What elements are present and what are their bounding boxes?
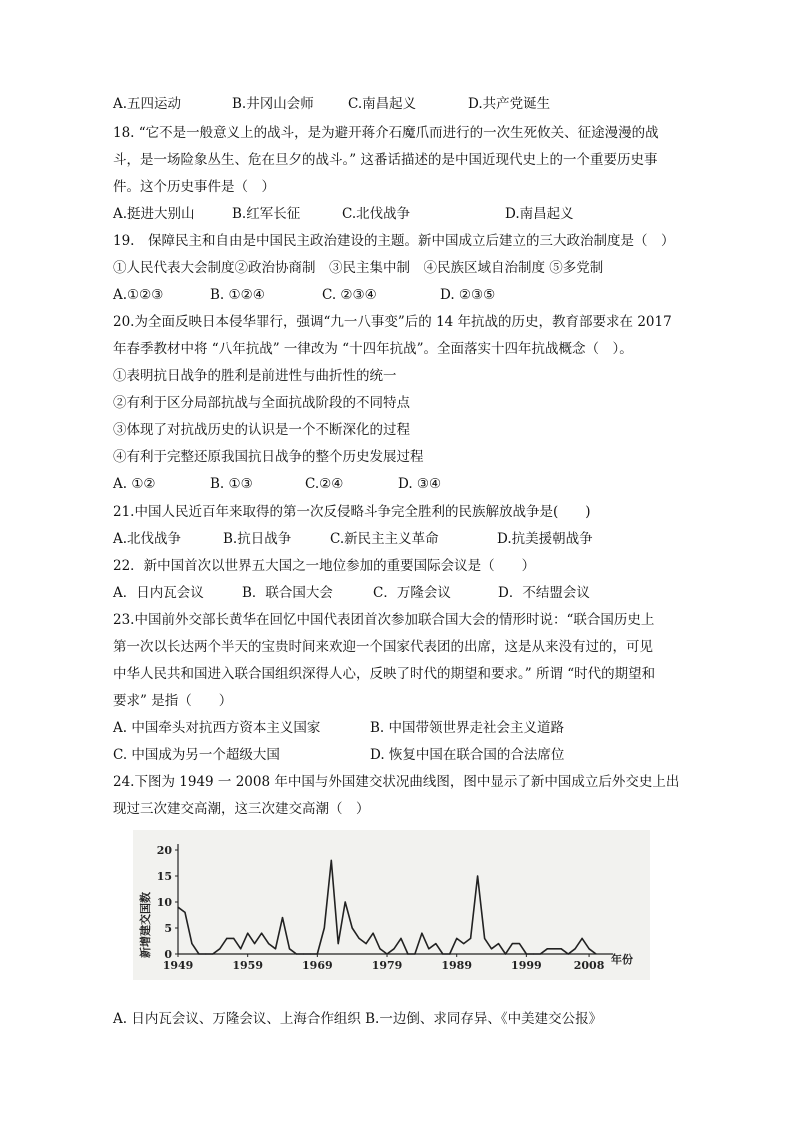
q19-option-d: D. ②③⑤ bbox=[440, 287, 496, 303]
q22-stem-line: 22．新中国首次以世界五大国之一地位参加的重要国际会议是（ ） bbox=[113, 558, 536, 574]
data-point bbox=[428, 948, 429, 949]
q18-stem-line: 斗，是一场险象丛生、危在旦夕的战斗。” 这番话描述的是中国近现代史上的一个重要历史事 bbox=[113, 152, 658, 168]
data-point bbox=[233, 938, 234, 939]
data-point bbox=[226, 938, 227, 939]
q20-stem-line: 年春季教材中将 “八年抗战” 一律改为 “十四年抗战”。全面落实十四年抗战概念（ ）。 bbox=[113, 341, 633, 357]
q23-stem-line: 要求” 是指（ ） bbox=[113, 693, 233, 709]
data-point bbox=[386, 953, 387, 954]
data-point bbox=[463, 943, 464, 944]
x-tick-label: 1989 bbox=[441, 959, 473, 972]
q24-stem-line: 现过三次建交高潮，这三次建交高潮（ ） bbox=[113, 801, 370, 817]
q24-stem-line: 24.下图为 1949 一 2008 年中国与外国建交状况曲线图，图中显示了新中国成立后外交史上出 bbox=[113, 774, 680, 790]
data-point bbox=[317, 953, 318, 954]
q19-option-a: A.①②③ bbox=[113, 287, 164, 303]
q20-statement: ③体现了对抗战历史的认识是一个不断深化的过程 bbox=[113, 422, 410, 438]
chart-background bbox=[133, 830, 650, 980]
data-point bbox=[261, 933, 262, 934]
q18-option-a: A.挺进大别山 bbox=[113, 206, 195, 222]
diplomatic-relations-chart bbox=[133, 830, 650, 980]
q17-option-b: B.井冈山会师 bbox=[232, 96, 314, 112]
q23-option-c: C. 中国成为另一个超级大国 bbox=[113, 747, 280, 763]
y-tick-label: 20 bbox=[156, 844, 172, 857]
data-point bbox=[303, 953, 304, 954]
data-point bbox=[282, 917, 283, 918]
q21-option-d: D.抗美援朝战争 bbox=[497, 531, 593, 547]
data-point bbox=[477, 875, 478, 876]
q20-statement: ②有利于区分局部抗战与全面抗战阶段的不同特点 bbox=[113, 395, 410, 411]
q21-stem-line: 21.中国人民近百年来取得的第一次反侵略斗争完全胜利的民族解放战争是( ) bbox=[113, 504, 591, 520]
data-point bbox=[547, 948, 548, 949]
q18-option-b: B.红军长征 bbox=[232, 206, 301, 222]
data-point bbox=[198, 953, 199, 954]
data-point bbox=[554, 948, 555, 949]
data-point bbox=[247, 933, 248, 934]
q19-option-b: B. ①②④ bbox=[210, 287, 265, 303]
q23-stem-line: 第一次以长达两个半天的宝贵时间来欢迎一个国家代表团的出席，这是从来没有过的，可见 bbox=[113, 639, 653, 655]
q18-stem-line: 18. “它不是一般意义上的战斗，是为避开蒋介石魔爪而进行的一次生死攸关、征途漫漫的战 bbox=[113, 125, 659, 141]
q21-option-a: A.北伐战争 bbox=[113, 531, 182, 547]
chart-xlabel: 年份 bbox=[611, 953, 633, 966]
q22-option-d: D．不结盟会议 bbox=[498, 585, 590, 601]
data-point bbox=[324, 927, 325, 928]
data-point bbox=[435, 943, 436, 944]
data-point bbox=[512, 943, 513, 944]
chart-ylabel: 新增建交国数 bbox=[139, 892, 152, 958]
data-point bbox=[275, 948, 276, 949]
q22-option-b: B．联合国大会 bbox=[242, 585, 333, 601]
q21-option-b: B.抗日战争 bbox=[223, 531, 292, 547]
data-point bbox=[519, 943, 520, 944]
q17-option-a: A.五四运动 bbox=[113, 96, 182, 112]
data-point bbox=[331, 860, 332, 861]
q23-stem-line: 23.中国前外交部长黄华在回忆中国代表团首次参加联合国大会的情形时说：“联合国历史上 bbox=[113, 612, 655, 628]
data-point bbox=[191, 943, 192, 944]
x-tick-label: 1999 bbox=[511, 959, 542, 972]
q19-stem-line: 19. 保障民主和自由是中国民主政治建设的主题。新中国成立后建立的三大政治制度是（ ） bbox=[113, 233, 675, 249]
data-point bbox=[212, 953, 213, 954]
data-point bbox=[588, 948, 589, 949]
q20-option-d: D. ③④ bbox=[398, 476, 442, 492]
q23-stem-line: 中华人民共和国进入联合国组织深得人心，反映了时代的期望和要求。” 所谓 “时代的期望和 bbox=[113, 666, 656, 682]
q18-stem-line: 件。这个历史事件是（ ） bbox=[113, 179, 275, 195]
x-tick-label: 1969 bbox=[302, 959, 333, 972]
y-tick-label: 15 bbox=[156, 870, 172, 883]
q20-stem-line: 20.为全面反映日本侵华罪行，强调“九一八事变”后的 14 年抗战的历史，教育部要求在 2017 bbox=[113, 314, 672, 330]
data-point bbox=[338, 943, 339, 944]
data-point bbox=[366, 943, 367, 944]
q22-option-a: A．日内瓦会议 bbox=[113, 585, 204, 601]
q23-option-b: B. 中国带领世界走社会主义道路 bbox=[370, 720, 565, 736]
q21-option-c: C.新民主主义革命 bbox=[330, 531, 439, 547]
data-point bbox=[575, 948, 576, 949]
q20-option-c: C.②④ bbox=[305, 476, 344, 492]
q18-option-d: D.南昌起义 bbox=[505, 206, 574, 222]
data-point bbox=[345, 901, 346, 902]
data-point bbox=[491, 948, 492, 949]
data-point bbox=[205, 953, 206, 954]
q17-option-c: C.南昌起义 bbox=[348, 96, 417, 112]
q19-option-c: C. ②③④ bbox=[322, 287, 377, 303]
data-point bbox=[372, 933, 373, 934]
data-point bbox=[498, 943, 499, 944]
data-point bbox=[540, 953, 541, 954]
data-point bbox=[581, 938, 582, 939]
data-point bbox=[400, 938, 401, 939]
q20-option-b: B. ①③ bbox=[210, 476, 253, 492]
y-tick-label: 5 bbox=[164, 922, 172, 935]
q20-option-a: A. ①② bbox=[113, 476, 156, 492]
data-point bbox=[442, 953, 443, 954]
data-point bbox=[526, 953, 527, 954]
data-point bbox=[421, 933, 422, 934]
x-tick-label: 1959 bbox=[232, 959, 263, 972]
data-point bbox=[268, 943, 269, 944]
data-point bbox=[393, 948, 394, 949]
data-point bbox=[456, 938, 457, 939]
x-tick-label: 2008 bbox=[573, 959, 605, 972]
data-point bbox=[184, 912, 185, 913]
data-point bbox=[561, 948, 562, 949]
q23-option-d: D. 恢复中国在联合国的合法席位 bbox=[370, 747, 565, 763]
data-point bbox=[359, 938, 360, 939]
q20-statement: ①表明抗日战争的胜利是前进性与曲折性的统一 bbox=[113, 368, 397, 384]
data-point bbox=[414, 953, 415, 954]
q19-stem-line: ①人民代表大会制度②政治协商制 ③民主集中制 ④民族区域自治制度 ⑤多党制 bbox=[113, 260, 604, 276]
data-point bbox=[240, 948, 241, 949]
data-point bbox=[379, 948, 380, 949]
q18-option-c: C.北伐战争 bbox=[342, 206, 411, 222]
data-point bbox=[470, 938, 471, 939]
data-point bbox=[296, 953, 297, 954]
q20-statement: ④有利于完整还原我国抗日战争的整个历史发展过程 bbox=[113, 449, 424, 465]
data-point bbox=[595, 953, 596, 954]
data-point bbox=[407, 953, 408, 954]
data-point bbox=[254, 943, 255, 944]
y-tick-label: 10 bbox=[156, 896, 172, 909]
q17-option-d: D.共产党诞生 bbox=[468, 96, 551, 112]
data-point bbox=[310, 953, 311, 954]
data-point bbox=[533, 953, 534, 954]
x-tick-label: 1979 bbox=[371, 959, 403, 972]
data-point bbox=[219, 948, 220, 949]
data-point bbox=[352, 927, 353, 928]
q23-option-a: A. 中国牵头对抗西方资本主义国家 bbox=[113, 720, 321, 736]
q22-option-c: C．万隆会议 bbox=[373, 585, 451, 601]
data-point bbox=[177, 907, 178, 908]
data-point bbox=[568, 953, 569, 954]
q24-options-line: A. 日内瓦会议、万隆会议、上海合作组织 B.一边倒、求同存异、《中美建交公报》 bbox=[113, 1011, 603, 1027]
data-point bbox=[449, 953, 450, 954]
data-point bbox=[484, 938, 485, 939]
x-tick-label: 1949 bbox=[162, 959, 194, 972]
y-tick-label: 0 bbox=[164, 948, 172, 961]
data-point bbox=[289, 948, 290, 949]
data-point bbox=[505, 953, 506, 954]
